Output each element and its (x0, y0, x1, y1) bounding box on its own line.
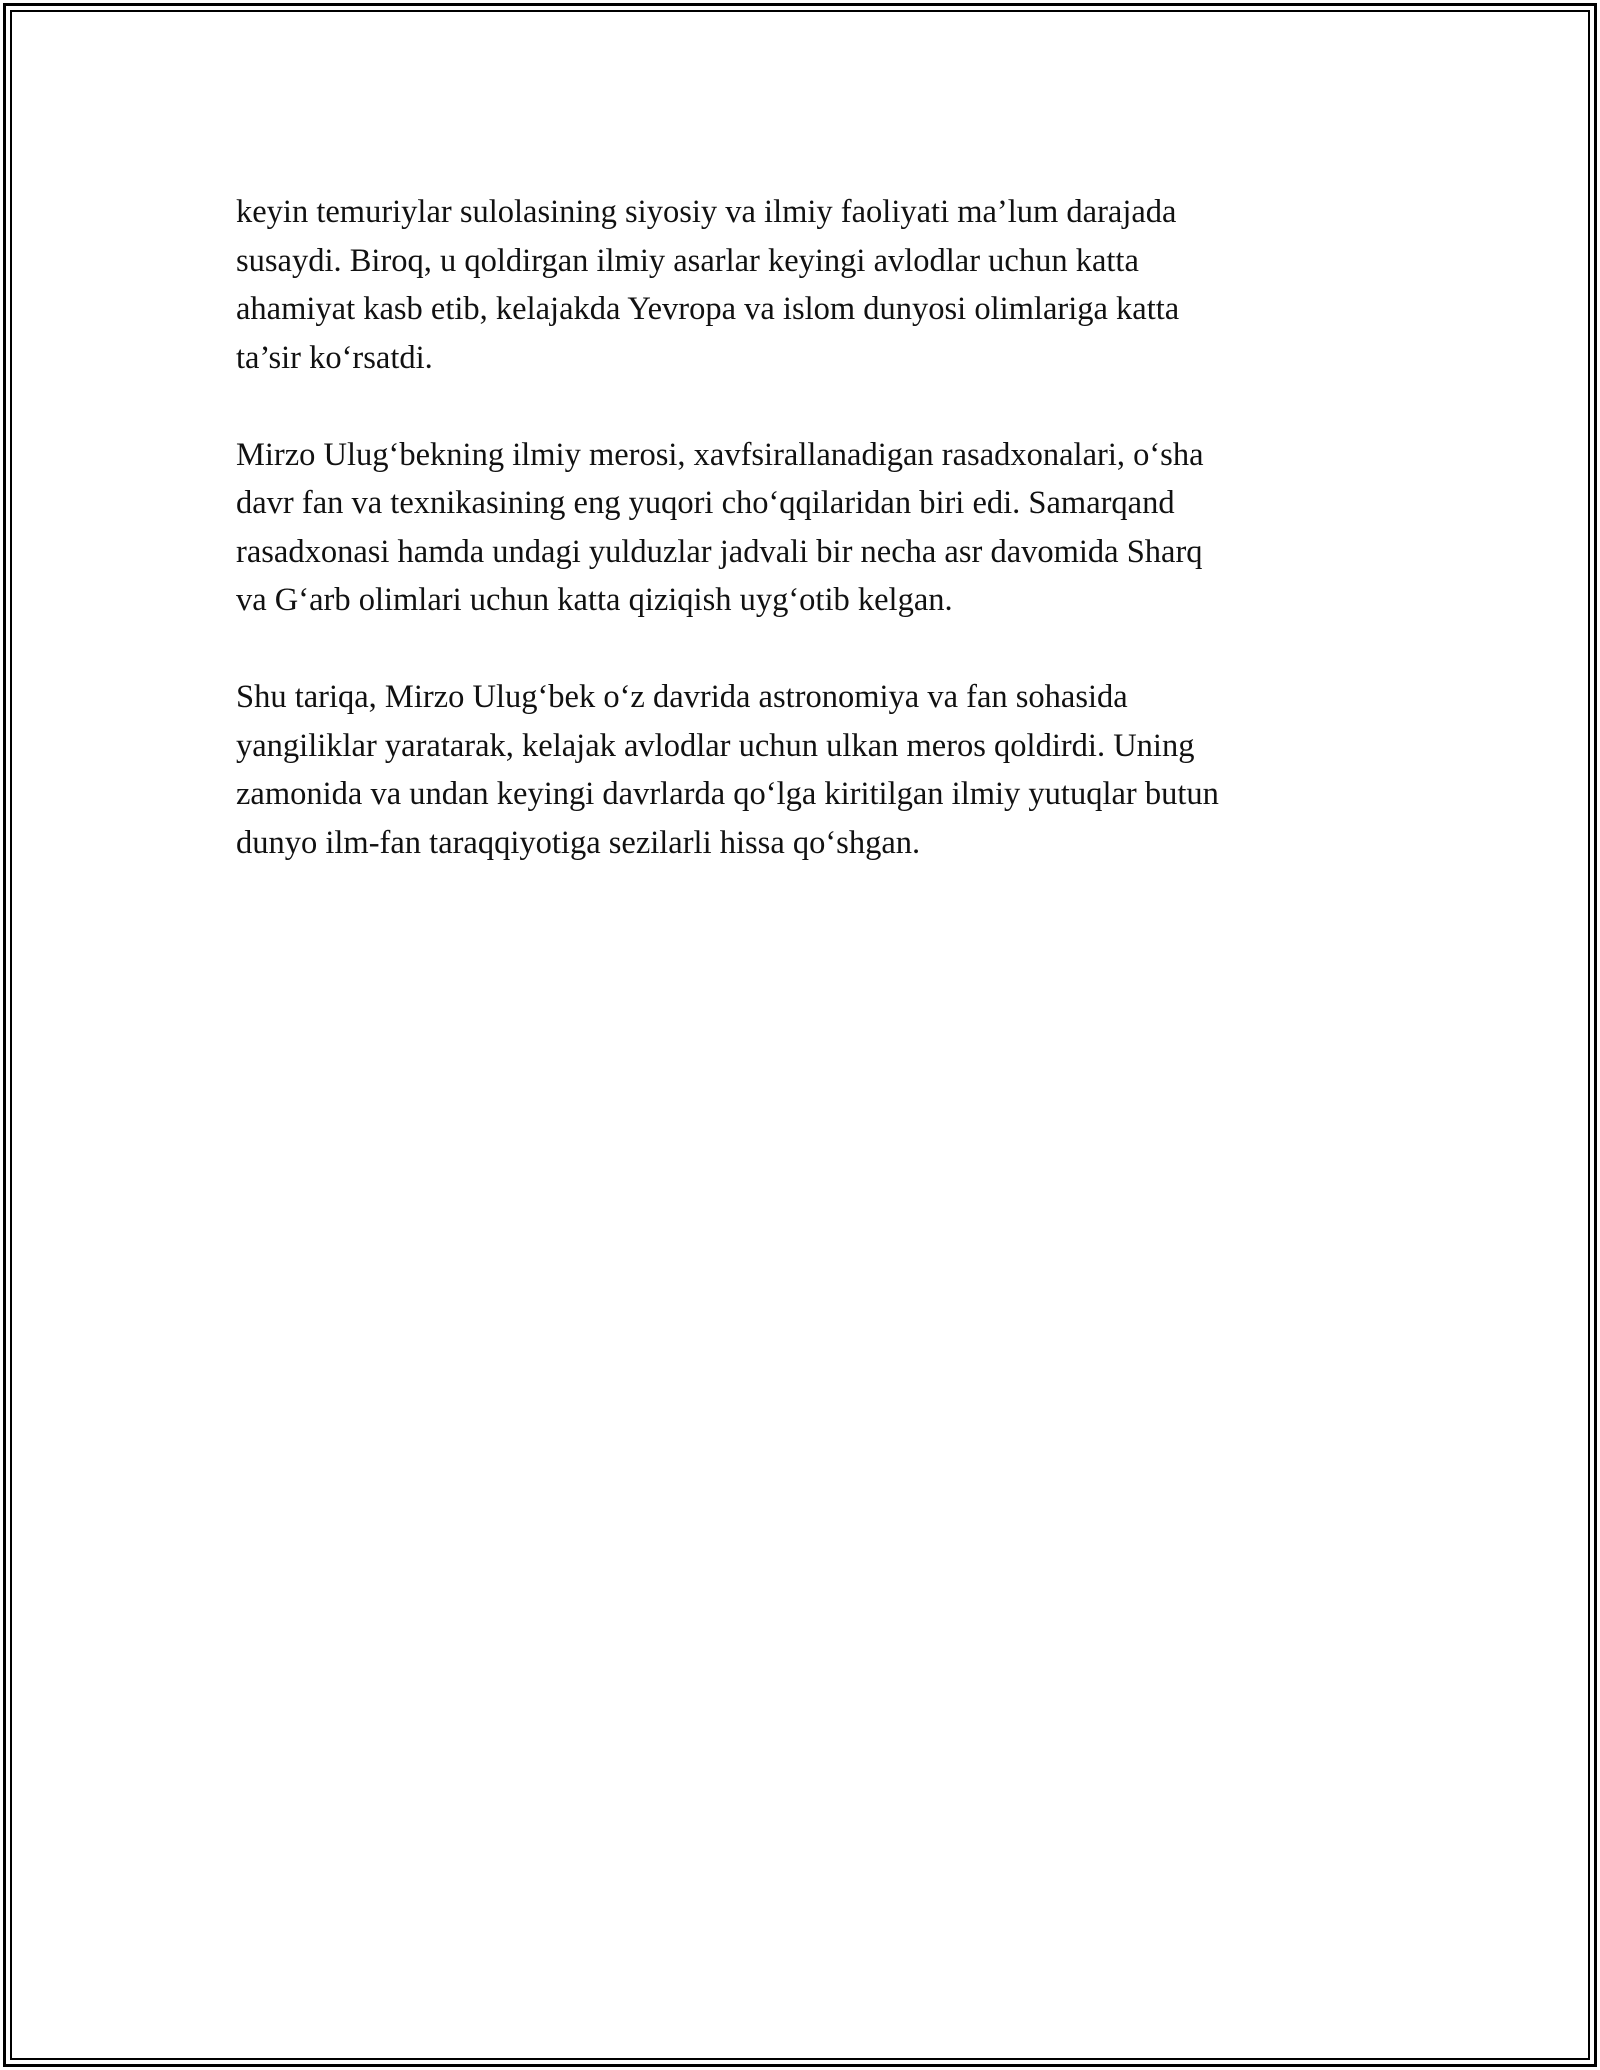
paragraph-1: keyin temuriylar sulolasining siyosiy va ilmiy faoliyati ma’lum darajada susaydi. Biroq, u qoldirgan ilmiy asarlar keyingi avlodlar uchun katta ahamiyat kasb etib, kelajakda Yevropa va islom dunyosi olimlariga katta ta’sir ko‘rsatdi. (236, 194, 1180, 376)
document-body (236, 188, 1376, 916)
paragraph-2: Mirzo Ulug‘bekning ilmiy merosi, xavfsirallanadigan rasadxonalari, o‘sha davr fan va texnikasining eng yuqori cho‘qqilaridan biri edi. Samarqand rasadxonasi hamda undagi yulduzlar jadvali bir necha asr davomida Sharq va G‘arb olimlari uchun katta qiziqish uyg‘otib kelgan. (236, 436, 1204, 618)
paragraph-3: Shu tariqa, Mirzo Ulug‘bek o‘z davrida astronomiya va fan sohasida yangiliklar yaratarak, kelajak avlodlar uchun ulkan meros qoldirdi. Uning zamonida va undan keyingi davrlarda qo‘lga kiritilgan ilmiy yutuqlar butun dunyo ilm-fan taraqqiyotiga sezilarli hissa qo‘shgan. (236, 679, 1219, 861)
